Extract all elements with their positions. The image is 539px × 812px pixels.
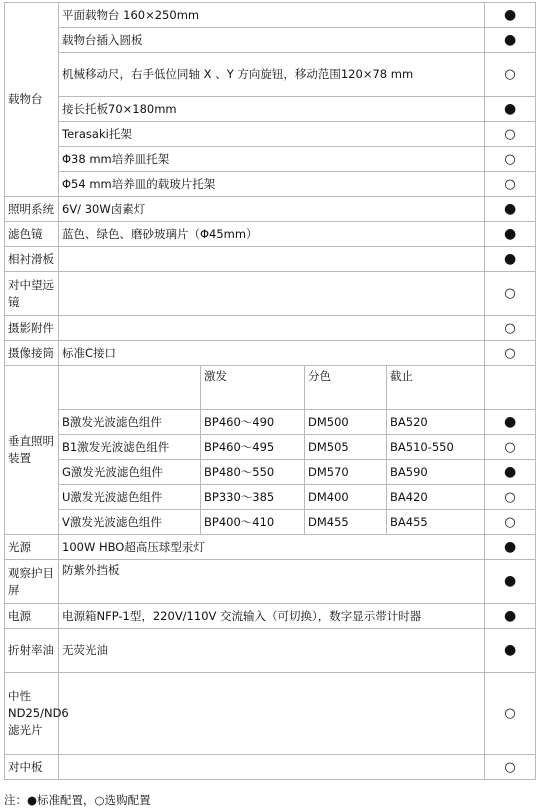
spec-text: [59, 316, 485, 341]
table-row: [5, 629, 536, 673]
table-row: [5, 147, 536, 172]
category-label: 观察护目屏: [5, 560, 59, 604]
dichroic-value: DM400: [305, 485, 387, 510]
footnote: 注：●标准配置，○选购配置: [4, 793, 151, 807]
dichroic-value: DM455: [305, 510, 387, 535]
config-mark: ●: [485, 560, 536, 604]
excite-value: BP460～490: [201, 410, 305, 435]
table-row: [5, 341, 536, 366]
table-row: [5, 172, 536, 197]
barrier-value: BA420: [387, 485, 485, 510]
spec-text: [59, 629, 485, 673]
filter-name: G激发光波滤色组件: [59, 460, 201, 485]
config-mark: ○: [485, 435, 536, 460]
table-row: [5, 485, 536, 510]
table-row: [5, 197, 536, 222]
category-label: 折射率油: [5, 629, 59, 673]
config-mark: ●: [485, 222, 536, 247]
config-mark: ●: [485, 97, 536, 122]
config-mark: ○: [485, 341, 536, 366]
config-mark: ○: [485, 53, 536, 97]
spec-text: 机械移动尺，右手低位同轴 X 、Y 方向旋钮，移动范围120×78 mm: [59, 53, 485, 97]
filter-name: B1激发光波滤色组件: [59, 435, 201, 460]
excite-value: BP480～550: [201, 460, 305, 485]
table-row: [5, 316, 536, 341]
excite-value: BP460～495: [201, 435, 305, 460]
table-row: [5, 122, 536, 147]
oil-text: 无荧光油: [62, 643, 108, 657]
table-row: [5, 755, 536, 780]
barrier-value: BA590: [387, 460, 485, 485]
table-row: [5, 410, 536, 435]
spec-text: [59, 755, 485, 780]
category-label: 摄影附件: [5, 316, 59, 341]
spec-text: 载物台插入圆板: [59, 28, 485, 53]
category-label: 对中板: [5, 755, 59, 780]
config-mark: ●: [485, 28, 536, 53]
table-row: [5, 222, 536, 247]
table-row: [5, 366, 536, 410]
filter-name: B激发光波滤色组件: [59, 410, 201, 435]
excite-value: BP330～385: [201, 485, 305, 510]
spec-text: 防紫外挡板: [59, 560, 485, 604]
config-mark: ○: [485, 122, 536, 147]
spec-text: Φ54 mm培养皿的载玻片托架: [59, 172, 485, 197]
config-mark: ●: [485, 247, 536, 272]
table-row: [5, 604, 536, 629]
spec-table: [4, 2, 536, 780]
table-row: [5, 560, 536, 604]
config-mark: ○: [485, 755, 536, 780]
category-label: 光源: [5, 535, 59, 560]
config-mark: ●: [485, 460, 536, 485]
config-mark: ○: [485, 316, 536, 341]
spec-text: 100W HBO超高压球型汞灯: [59, 535, 485, 560]
table-row: [5, 460, 536, 485]
category-label: 对中望远镜: [5, 272, 59, 316]
category-label: 滤色镜: [5, 222, 59, 247]
table-row: [5, 510, 536, 535]
excite-value: BP400～410: [201, 510, 305, 535]
filter-name: U激发光波滤色组件: [59, 485, 201, 510]
spec-text: Φ38 mm培养皿托架: [59, 147, 485, 172]
config-mark: ●: [485, 629, 536, 673]
table-row: [5, 97, 536, 122]
table-row: [5, 53, 536, 97]
table-row: [5, 272, 536, 316]
table-row: [5, 535, 536, 560]
table-row: [5, 247, 536, 272]
config-mark: ●: [485, 604, 536, 629]
filter-name: V激发光波滤色组件: [59, 510, 201, 535]
config-mark: ●: [485, 535, 536, 560]
dichroic-value: DM505: [305, 435, 387, 460]
spec-text: 电源箱NFP-1型，220V/110V 交流输入（可切换），数字显示带计时器: [59, 604, 485, 629]
subheader-empty: [59, 366, 201, 410]
table-row: [5, 28, 536, 53]
table-row: [5, 435, 536, 460]
dichroic-value: DM570: [305, 460, 387, 485]
spec-text: 平面载物台 160×250mm: [59, 3, 485, 28]
config-mark: ●: [485, 410, 536, 435]
spec-text: Terasaki托架: [59, 122, 485, 147]
barrier-value: BA455: [387, 510, 485, 535]
config-mark: ●: [485, 3, 536, 28]
spec-text: 6V/ 30W卤素灯: [59, 197, 485, 222]
spec-text: 接长托板70×180mm: [59, 97, 485, 122]
spec-text: 标准C接口: [59, 341, 485, 366]
barrier-value: BA510-550: [387, 435, 485, 460]
category-label: 垂直照明装置: [5, 366, 59, 535]
config-mark: ○: [485, 147, 536, 172]
barrier-value: BA520: [387, 410, 485, 435]
config-mark: [485, 366, 536, 410]
spec-text: [59, 247, 485, 272]
category-label: 中性ND25/ND6滤光片: [5, 673, 59, 755]
config-mark: ○: [485, 272, 536, 316]
column-header: 激发: [201, 366, 305, 410]
table-row: [5, 3, 536, 28]
category-label: 摄像接筒: [5, 341, 59, 366]
category-label: 照明系统: [5, 197, 59, 222]
category-label: 相衬滑板: [5, 247, 59, 272]
config-mark: ○: [485, 510, 536, 535]
config-mark: ○: [485, 172, 536, 197]
config-mark: ●: [485, 197, 536, 222]
spec-text: [59, 272, 485, 316]
spec-text: [59, 673, 485, 755]
table-row: [5, 673, 536, 755]
category-label: 载物台: [5, 3, 59, 197]
config-mark: ○: [485, 485, 536, 510]
config-mark: ○: [485, 673, 536, 755]
dichroic-value: DM500: [305, 410, 387, 435]
column-header: 分色: [305, 366, 387, 410]
spec-text: 蓝色、绿色、磨砂玻璃片（Φ45mm）: [59, 222, 485, 247]
category-label: 电源: [5, 604, 59, 629]
column-header: 截止: [387, 366, 485, 410]
